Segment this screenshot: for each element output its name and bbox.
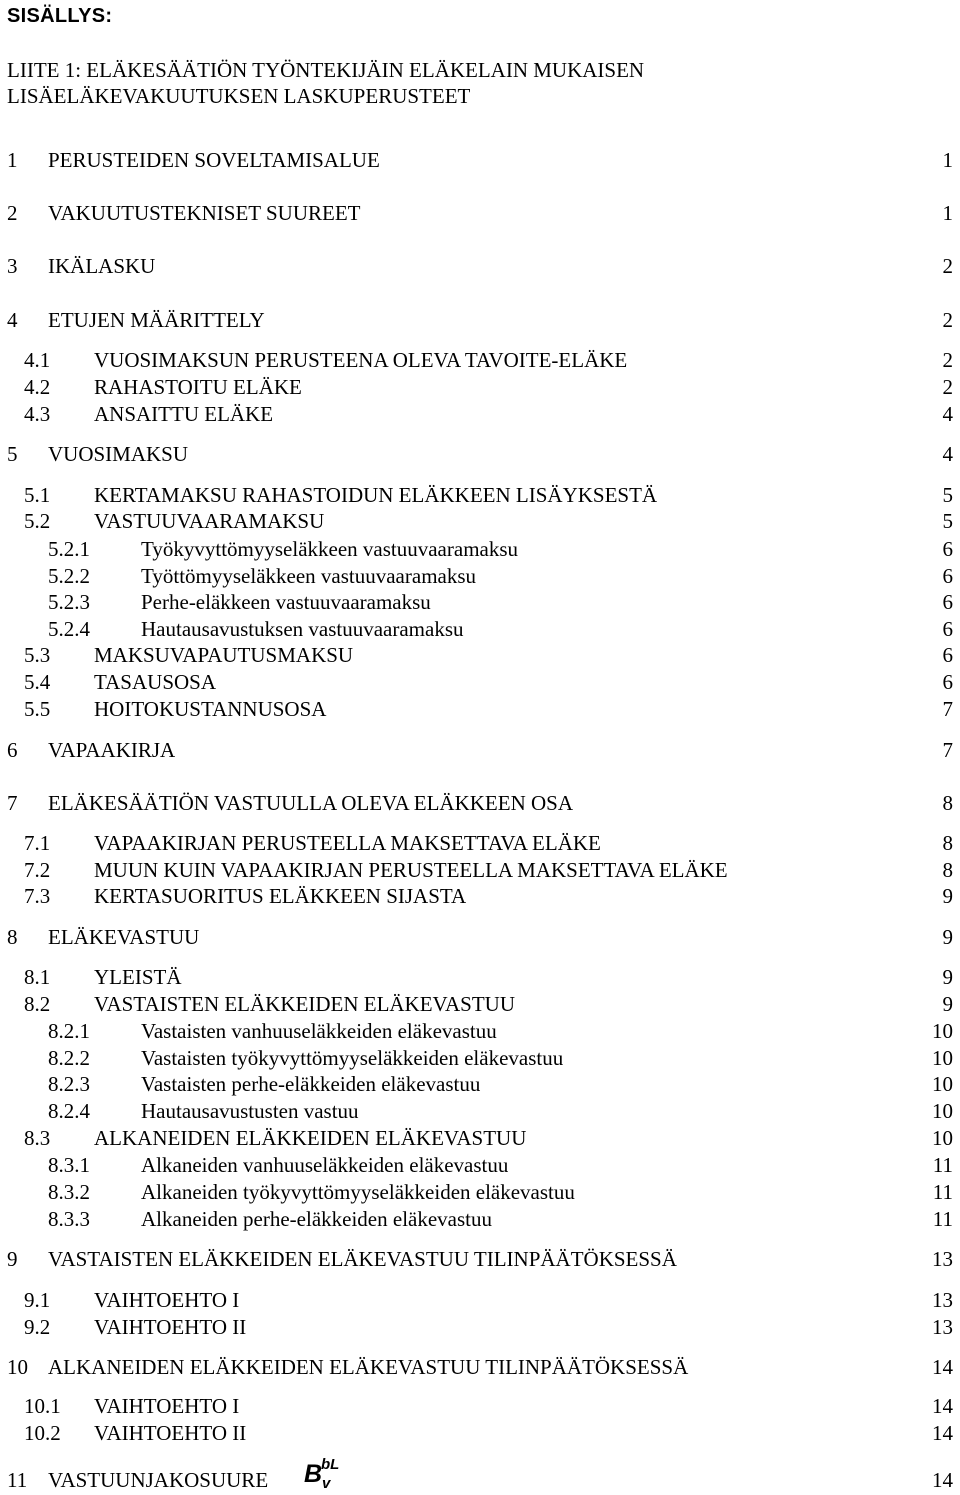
toc-entry-number: 4 <box>7 308 18 332</box>
toc-entry-title: ALKANEIDEN ELÄKKEIDEN ELÄKEVASTUU TILINPÄÄTÖKSESSÄ <box>48 1355 689 1379</box>
toc-entry-title: Työttömyyseläkkeen vastuuvaaramaksu <box>141 564 477 588</box>
toc-entry-title: HOITOKUSTANNUSOSA <box>94 697 327 721</box>
toc-entry-number: 8.2.3 <box>48 1072 90 1096</box>
toc-entry-number: 8.2.1 <box>48 1019 90 1043</box>
heading: SISÄLLYS: <box>7 5 113 27</box>
toc-entry[interactable] <box>0 589 960 615</box>
toc-entry-number: 8.3.2 <box>48 1180 90 1204</box>
toc-entry-number: 7.1 <box>24 831 51 855</box>
toc-entry[interactable] <box>0 536 960 562</box>
toc-entry[interactable] <box>0 1354 960 1380</box>
toc-entry-number: 7 <box>7 791 18 815</box>
toc-entry-page: 6 <box>942 564 953 588</box>
toc-entry-title: ALKANEIDEN ELÄKKEIDEN ELÄKEVASTUU <box>94 1126 527 1150</box>
toc-entry-number: 5.2.3 <box>48 590 90 614</box>
toc-entry-title: ETUJEN MÄÄRITTELY <box>48 308 265 332</box>
toc-entry-number: 5.2.4 <box>48 617 90 641</box>
toc-entry-number: 8.3.1 <box>48 1153 90 1177</box>
toc-entry[interactable] <box>0 1098 960 1124</box>
toc-entry-title: VASTAISTEN ELÄKKEIDEN ELÄKEVASTUU <box>94 992 516 1016</box>
toc-entry[interactable] <box>0 790 960 816</box>
toc-entry-title: YLEISTÄ <box>94 965 182 989</box>
toc-entry[interactable] <box>0 830 960 856</box>
toc-entry-page: 6 <box>942 537 953 561</box>
toc-entry-title: ELÄKESÄÄTIÖN VASTUULLA OLEVA ELÄKKEEN OSA <box>48 791 573 815</box>
toc-entry-title: MUUN KUIN VAPAAKIRJAN PERUSTEELLA MAKSETTAVA ELÄKE <box>94 858 728 882</box>
toc-entry-number: 5.5 <box>24 697 51 721</box>
toc-entry[interactable] <box>0 669 960 695</box>
toc-entry-page: 9 <box>942 965 953 989</box>
toc-entry-number: 5.1 <box>24 483 51 507</box>
toc-entry-page: 2 <box>942 375 953 399</box>
toc-entry-page: 1 <box>942 201 953 225</box>
toc-entry-title: VAIHTOEHTO I <box>94 1394 240 1418</box>
formula-symbol-subscript: v <box>322 1475 331 1492</box>
toc-entry[interactable] <box>0 401 960 427</box>
toc-entry-number: 5.2.2 <box>48 564 90 588</box>
toc-entry-page: 10 <box>932 1019 953 1043</box>
toc-entry[interactable] <box>0 883 960 909</box>
toc-entry-page: 11 <box>932 1207 953 1231</box>
toc-entry-page: 5 <box>942 483 953 507</box>
toc-entry-page: 9 <box>942 992 953 1016</box>
toc-entry[interactable] <box>0 1018 960 1044</box>
toc-entry-page: 11 <box>932 1153 953 1177</box>
toc-entry-title: Hautausavustusten vastuu <box>141 1099 359 1123</box>
toc-entry[interactable] <box>0 1179 960 1205</box>
toc-entry-title: VAIHTOEHTO II <box>94 1421 247 1445</box>
toc-entry[interactable] <box>0 1456 960 1493</box>
toc-entry[interactable] <box>0 347 960 373</box>
toc-entry-page: 2 <box>942 254 953 278</box>
toc-entry-page: 7 <box>942 697 953 721</box>
toc-entry-title: TASAUSOSA <box>94 670 217 694</box>
formula-symbol-base: B <box>304 1460 323 1488</box>
toc-entry-title: VAPAAKIRJAN PERUSTEELLA MAKSETTAVA ELÄKE <box>94 831 601 855</box>
toc-entry-page: 1 <box>942 148 953 172</box>
toc-entry[interactable] <box>0 482 960 508</box>
toc-entry-page: 5 <box>942 509 953 533</box>
toc-entry-number: 8.2.2 <box>48 1046 90 1070</box>
toc-entry-page: 6 <box>942 670 953 694</box>
toc-entry-number: 8 <box>7 925 18 949</box>
toc-entry-title: Vastaisten perhe-eläkkeiden eläkevastuu <box>141 1072 481 1096</box>
toc-entry-page: 8 <box>942 831 953 855</box>
toc-entry-number: 3 <box>7 254 18 278</box>
toc-entry[interactable] <box>0 1314 960 1340</box>
toc-entry-number: 5.3 <box>24 643 51 667</box>
toc-entry-title: VAKUUTUSTEKNISET SUUREET <box>48 201 361 225</box>
toc-entry[interactable] <box>0 1206 960 1232</box>
toc-entry[interactable] <box>0 857 960 883</box>
toc-entry-title: Alkaneiden perhe-eläkkeiden eläkevastuu <box>141 1207 493 1231</box>
toc-entry-number: 11 <box>7 1468 28 1492</box>
toc-entry-title: PERUSTEIDEN SOVELTAMISALUE <box>48 148 380 172</box>
toc-entry-number: 7.3 <box>24 884 51 908</box>
toc-entry-page: 4 <box>942 402 953 426</box>
toc-entry-number: 7.2 <box>24 858 51 882</box>
toc-entry-title: Alkaneiden työkyvyttömyyseläkkeiden eläkevastuu <box>141 1180 575 1204</box>
toc-entry[interactable] <box>0 441 960 467</box>
toc-entry-title: VAIHTOEHTO II <box>94 1315 247 1339</box>
toc-entry-title: VASTAISTEN ELÄKKEIDEN ELÄKEVASTUU TILINPÄÄTÖKSESSÄ <box>48 1247 677 1271</box>
toc-entry[interactable] <box>0 1125 960 1151</box>
toc-entry-page: 10 <box>932 1126 953 1150</box>
toc-entry[interactable] <box>0 508 960 534</box>
toc-entry[interactable] <box>0 307 960 333</box>
toc-entry[interactable] <box>0 1420 960 1446</box>
toc-entry-number: 8.3.3 <box>48 1207 90 1231</box>
toc-entry-page: 8 <box>942 858 953 882</box>
toc-entry-page: 13 <box>932 1288 953 1312</box>
toc-entry-number: 9.1 <box>24 1288 51 1312</box>
toc-entry-page: 2 <box>942 348 953 372</box>
toc-entry-page: 14 <box>932 1468 953 1492</box>
toc-entry[interactable] <box>0 1152 960 1178</box>
toc-entry-number: 4.1 <box>24 348 51 372</box>
appendix-title-line-1: LIITE 1: ELÄKESÄÄTIÖN TYÖNTEKIJÄIN ELÄKELAIN MUKAISEN <box>7 58 645 82</box>
toc-entry-page: 14 <box>932 1355 953 1379</box>
toc-entry-number: 10.1 <box>24 1394 61 1418</box>
toc-entry-title: VASTUUVAARAMAKSU <box>94 509 325 533</box>
toc-entry[interactable] <box>0 616 960 642</box>
toc-entry-title: VAIHTOEHTO I <box>94 1288 240 1312</box>
toc-entry[interactable] <box>0 253 960 279</box>
toc-entry-number: 8.2.4 <box>48 1099 90 1123</box>
toc-entry-page: 13 <box>932 1315 953 1339</box>
toc-entry-title: KERTASUORITUS ELÄKKEEN SIJASTA <box>94 884 467 908</box>
toc-entry-page: 11 <box>932 1180 953 1204</box>
appendix-title-line-2: LISÄELÄKEVAKUUTUKSEN LASKUPERUSTEET <box>7 84 471 108</box>
toc-entry-page: 13 <box>932 1247 953 1271</box>
toc-entry-number: 9 <box>7 1247 18 1271</box>
toc-entry-number: 8.3 <box>24 1126 51 1150</box>
toc-entry[interactable] <box>0 1246 960 1272</box>
toc-entry-page: 10 <box>932 1072 953 1096</box>
toc-entry-number: 9.2 <box>24 1315 51 1339</box>
toc-entry[interactable] <box>0 991 960 1017</box>
toc-entry-page: 9 <box>942 925 953 949</box>
toc-entry-title: VUOSIMAKSUN PERUSTEENA OLEVA TAVOITE-ELÄKE <box>94 348 628 372</box>
toc-entry[interactable] <box>0 1287 960 1313</box>
toc-entry-number: 8.1 <box>24 965 51 989</box>
toc-entry-page: 14 <box>932 1394 953 1418</box>
toc-entry-number: 5.4 <box>24 670 51 694</box>
toc-entry-page: 4 <box>942 442 953 466</box>
toc-entry-page: 10 <box>932 1099 953 1123</box>
toc-entry-title: VUOSIMAKSU <box>48 442 189 466</box>
toc-entry-title: VASTUUNJAKOSUURE <box>48 1468 269 1492</box>
toc-entry-page: 10 <box>932 1046 953 1070</box>
toc-entry[interactable] <box>0 924 960 950</box>
toc-entry[interactable] <box>0 964 960 990</box>
formula-symbol-superscript: bL <box>321 1456 340 1473</box>
toc-entry-title: Perhe-eläkkeen vastuuvaaramaksu <box>141 590 431 614</box>
toc-entry-number: 8.2 <box>24 992 51 1016</box>
toc-entry[interactable] <box>0 147 960 173</box>
toc-entry-page: 7 <box>942 738 953 762</box>
toc-entry-title: MAKSUVAPAUTUSMAKSU <box>94 643 354 667</box>
toc-entry[interactable] <box>0 696 960 722</box>
toc-entry-number: 10 <box>7 1355 28 1379</box>
toc-entry-number: 1 <box>7 148 18 172</box>
toc-entry[interactable] <box>0 374 960 400</box>
toc-entry-number: 10.2 <box>24 1421 61 1445</box>
toc-entry-page: 6 <box>942 590 953 614</box>
toc-entry[interactable] <box>0 200 960 226</box>
toc-entry-number: 4.3 <box>24 402 51 426</box>
toc-entry-page: 6 <box>942 617 953 641</box>
toc-entry-number: 5.2.1 <box>48 537 90 561</box>
toc-entry-title: ANSAITTU ELÄKE <box>94 402 274 426</box>
toc-entry-number: 6 <box>7 738 18 762</box>
toc-entry-title: RAHASTOITU ELÄKE <box>94 375 302 399</box>
toc-entry-title: VAPAAKIRJA <box>48 738 176 762</box>
toc-entry-page: 14 <box>932 1421 953 1445</box>
toc-entry-title: Vastaisten työkyvyttömyyseläkkeiden eläkevastuu <box>141 1046 564 1070</box>
toc-entry-title: Työkyvyttömyyseläkkeen vastuuvaaramaksu <box>141 537 519 561</box>
toc-entry-title: KERTAMAKSU RAHASTOIDUN ELÄKKEEN LISÄYKSESTÄ <box>94 483 658 507</box>
toc-entry-title: Alkaneiden vanhuuseläkkeiden eläkevastuu <box>141 1153 509 1177</box>
toc-entry-title: Hautausavustuksen vastuuvaaramaksu <box>141 617 464 641</box>
toc-entry-number: 2 <box>7 201 18 225</box>
toc-entry[interactable] <box>0 642 960 668</box>
toc-entry[interactable] <box>0 737 960 763</box>
toc-entry-page: 9 <box>942 884 953 908</box>
toc-entry[interactable] <box>0 1071 960 1097</box>
toc-entry-page: 6 <box>942 643 953 667</box>
toc-entry[interactable] <box>0 1045 960 1071</box>
toc-entry-number: 5.2 <box>24 509 51 533</box>
toc-entry-title: Vastaisten vanhuuseläkkeiden eläkevastuu <box>141 1019 497 1043</box>
toc-entry[interactable] <box>0 563 960 589</box>
toc-entry-page: 8 <box>942 791 953 815</box>
toc-entry-number: 4.2 <box>24 375 51 399</box>
formula-symbol <box>304 1456 340 1492</box>
toc-entry-title: IKÄLASKU <box>48 254 156 278</box>
toc-entry-page: 2 <box>942 308 953 332</box>
toc-entry-title: ELÄKEVASTUU <box>48 925 200 949</box>
toc-entry-number: 5 <box>7 442 18 466</box>
toc-entry[interactable] <box>0 1393 960 1419</box>
